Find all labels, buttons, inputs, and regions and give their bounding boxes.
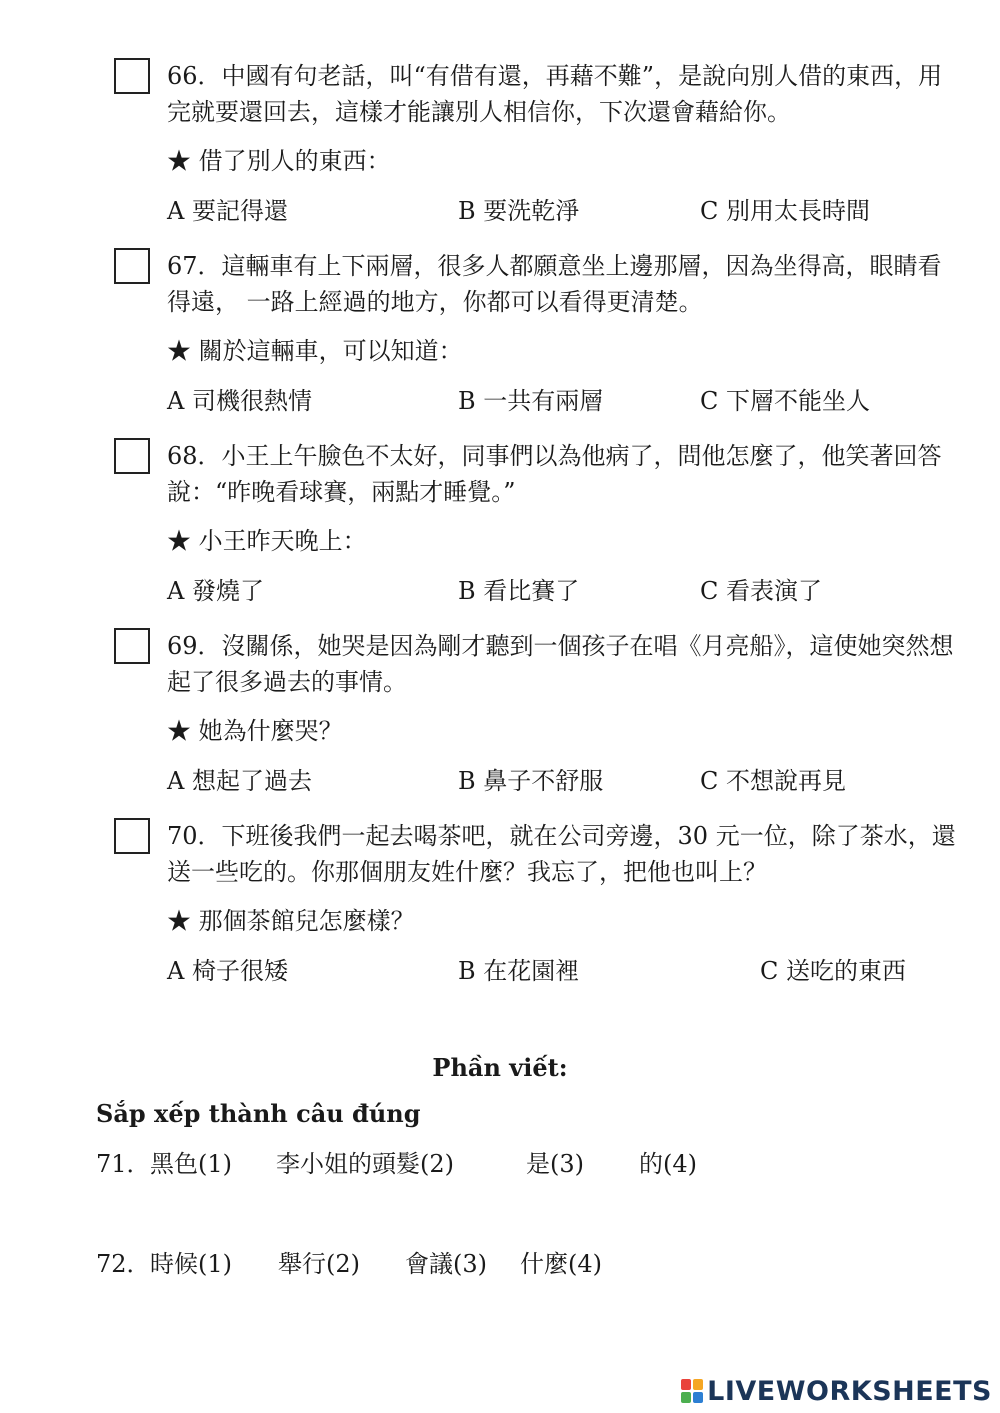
word-chip: 舉行(2) xyxy=(278,1250,360,1278)
option-b: B 看比賽了 xyxy=(458,577,580,605)
section-title: Phần viết: xyxy=(432,1053,568,1082)
question-text: 70．下班後我們一起去喝茶吧，就在公司旁邊，30 元一位，除了茶水，還送一些吃的。你那個朋友姓什麼？我忘了，把他也叫上？ xyxy=(167,822,956,886)
word-chip: 什麼(4) xyxy=(520,1250,602,1278)
question-text: 68．小王上午臉色不太好，同事們以為他病了，問他怎麼了，他笑著回答說：“昨晚看球賽，兩點才睡覺。” xyxy=(167,442,942,506)
question-prompt: ★ 關於這輛車，可以知道： xyxy=(167,337,463,365)
word-chip: 的(4) xyxy=(639,1150,697,1178)
question-text: 67．這輛車有上下兩層，很多人都願意坐上邊那層，因為坐得高，眼睛看得遠， 一路上經過的地方，你都可以看得更清楚。 xyxy=(167,252,942,316)
option-a: A 椅子很矮 xyxy=(167,957,288,985)
question-prompt: ★ 那個茶館兒怎麼樣？ xyxy=(167,907,415,935)
answer-box-67[interactable] xyxy=(114,248,150,284)
question-text: 69．沒關係，她哭是因為剛才聽到一個孩子在唱《月亮船》，這使她突然想起了很多過去的事情。 xyxy=(167,632,954,696)
option-a: A 要記得還 xyxy=(167,197,288,225)
subsection-title: Sắp xếp thành câu đúng xyxy=(96,1099,421,1128)
liveworksheets-logo-icon xyxy=(681,1379,703,1403)
option-b: B 鼻子不舒服 xyxy=(458,767,604,795)
option-c: C 下層不能坐人 xyxy=(700,387,870,415)
word-chip: 是(3) xyxy=(526,1150,584,1178)
item-number: 72． xyxy=(96,1250,151,1278)
option-c: C 別用太長時間 xyxy=(700,197,870,225)
question-text: 66．中國有句老話，叫“有借有還，再藉不難”，是說向別人借的東西，用完就要還回去，這樣才能讓別人相信你，下次還會藉給你。 xyxy=(167,62,943,126)
word-chip: 黑色(1) xyxy=(150,1150,232,1178)
option-a: A 發燒了 xyxy=(167,577,264,605)
option-b: B 一共有兩層 xyxy=(458,387,604,415)
liveworksheets-brand xyxy=(681,1376,992,1406)
question-prompt: ★ 她為什麼哭？ xyxy=(167,717,343,745)
answer-box-66[interactable] xyxy=(114,58,150,94)
option-a: A 司機很熱情 xyxy=(167,387,312,415)
question-prompt: ★ 小王昨天晚上： xyxy=(167,527,367,555)
question-prompt: ★ 借了別人的東西： xyxy=(167,147,391,175)
option-c: C 送吃的東西 xyxy=(760,957,906,985)
word-chip: 李小姐的頭髮(2) xyxy=(276,1150,454,1178)
item-number: 71． xyxy=(96,1150,151,1178)
option-c: C 看表演了 xyxy=(700,577,822,605)
word-chip: 會議(3) xyxy=(405,1250,487,1278)
word-chip: 時候(1) xyxy=(150,1250,232,1278)
brand-name: LIVEWORKSHEETS xyxy=(707,1375,992,1407)
option-a: A 想起了過去 xyxy=(167,767,312,795)
answer-box-70[interactable] xyxy=(114,818,150,854)
option-c: C 不想說再見 xyxy=(700,767,846,795)
option-b: B 要洗乾淨 xyxy=(458,197,580,225)
option-b: B 在花園裡 xyxy=(458,957,580,985)
answer-box-69[interactable] xyxy=(114,628,150,664)
answer-box-68[interactable] xyxy=(114,438,150,474)
